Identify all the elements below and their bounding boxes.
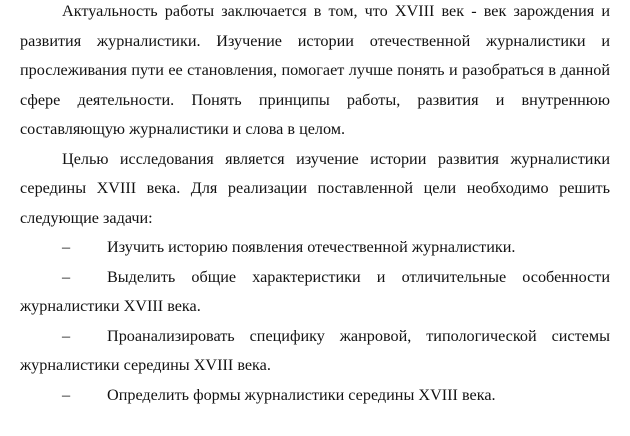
list-item [20, 263, 610, 322]
relevance-paragraph: Актуальность работы заключается в том, что XVIII век - век зарождения и развития журналистики. Изучение истории отечественной журналистики и прослеживания пути ее становления, помогает лучше понять и разобраться в данной сфере деятельности. Понять принципы работы, развития и внутреннюю составляющую журналистики и слова в целом. [20, 2, 610, 138]
list-marker: – [62, 238, 71, 256]
goal-paragraph: Целью исследования является изучение истории развития журналистики середины XVIII века. Для реализации поставленной цели необходимо решить следующие задачи: [20, 149, 610, 227]
task-list [20, 233, 610, 410]
list-marker: – [62, 267, 71, 286]
task-text: Выделить общие характеристики и отличительные особенности журналистики XVIII века. [20, 267, 610, 315]
task-text: Изучить историю появления отечественной журналистики. [107, 238, 516, 256]
list-marker: – [62, 385, 71, 404]
list-item [20, 381, 610, 411]
task-text: Определить формы журналистики середины XVIII века. [107, 385, 496, 404]
task-text: Проанализировать специфику жанровой, типологической системы журналистики середины XVIII века. [20, 326, 610, 374]
list-item [20, 233, 610, 263]
list-marker: – [62, 326, 71, 345]
list-item [20, 322, 610, 381]
